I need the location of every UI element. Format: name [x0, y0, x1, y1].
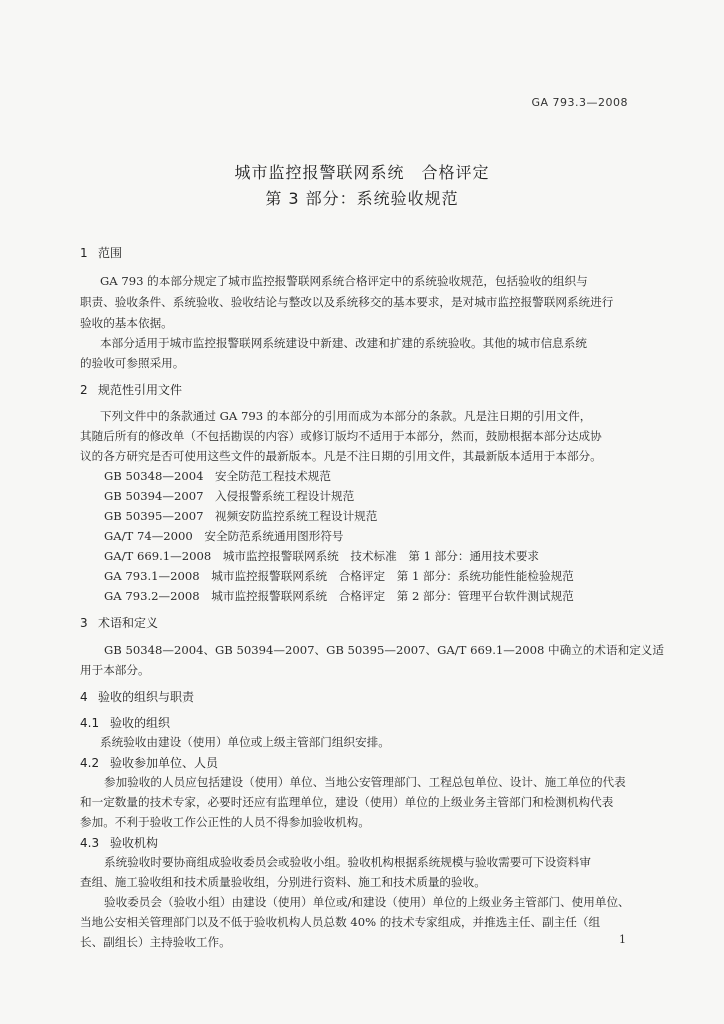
paragraph-line: 和一定数量的技术专家，必要时还应有监理单位，建设（使用）单位的上级业务主管部门和检测机构代表	[80, 795, 614, 809]
section-number: 1	[80, 246, 88, 260]
section-title: 验收的组织与职责	[98, 690, 195, 704]
paragraph-line: 职责、验收条件、系统验收、验收结论与整改以及系统移交的基本要求，是对城市监控报警联网系统进行	[80, 295, 614, 309]
page-number: 1	[619, 933, 626, 946]
reference-item: GA 793.2—2008 城市监控报警联网系统 合格评定 第 2 部分：管理平台软件测试规范	[104, 589, 574, 603]
section-title: 术语和定义	[98, 616, 159, 630]
standard-code: GA 793.3—2008	[531, 96, 628, 109]
paragraph-line: 下列文件中的条款通过 GA 793 的本部分的引用而成为本部分的条款。凡是注日期的引用文件，	[100, 409, 592, 423]
reference-item: GA/T 669.1—2008 城市监控报警联网系统 技术标准 第 1 部分：通用技术要求	[104, 549, 540, 563]
subsection-title: 验收的组织	[110, 716, 171, 730]
section-2-heading	[80, 381, 182, 398]
paragraph-line: 系统验收时要协商组成验收委员会或验收小组。验收机构根据系统规模与验收需要可下设资料审	[104, 855, 591, 869]
section-title: 规范性引用文件	[98, 383, 183, 397]
paragraph-line: 验收的基本依据。	[80, 316, 173, 330]
section-4-heading	[80, 688, 194, 705]
paragraph-line: 系统验收由建设（使用）单位或上级主管部门组织安排。	[100, 735, 390, 749]
reference-item: GB 50395—2007 视频安防监控系统工程设计规范	[104, 509, 378, 523]
paragraph-line: 参加。不利于验收工作公正性的人员不得参加验收机构。	[80, 815, 370, 829]
reference-item: GB 50394—2007 入侵报警系统工程设计规范	[104, 489, 355, 503]
reference-item: GB 50348—2004 安全防范工程技术规范	[104, 469, 331, 483]
subsection-title: 验收参加单位、人员	[110, 756, 219, 770]
document-subtitle: 第 3 部分：系统验收规范	[265, 189, 459, 208]
paragraph-line: GA 793 的本部分规定了城市监控报警联网系统合格评定中的系统验收规范，包括验收的组织与	[100, 274, 588, 288]
paragraph-line: 其随后所有的修改单（不包括勘误的内容）或修订版均不适用于本部分，然而，鼓励根据本部分达成协	[80, 429, 602, 443]
subsection-title: 验收机构	[110, 836, 159, 850]
subsection-number: 4.3	[80, 836, 100, 850]
paragraph-line: 长、副组长）主持验收工作。	[80, 935, 231, 949]
subsection-4-3-heading	[80, 834, 158, 851]
section-number: 3	[80, 616, 88, 630]
paragraph-line: 当地公安相关管理部门以及不低于验收机构人员总数 40% 的技术专家组成，并推选主任、副主任（组	[80, 915, 601, 929]
section-3-heading	[80, 614, 158, 631]
paragraph-line: 本部分适用于城市监控报警联网系统建设中新建、改建和扩建的系统验收。其他的城市信息系统	[100, 336, 587, 350]
section-number: 4	[80, 690, 88, 704]
paragraph-line: 查组、施工验收组和技术质量验收组，分别进行资料、施工和技术质量的验收。	[80, 875, 486, 889]
paragraph-line: 参加验收的人员应包括建设（使用）单位、当地公安管理部门、工程总包单位、设计、施工单位的代表	[104, 775, 626, 789]
reference-item: GA/T 74—2000 安全防范系统通用图形符号	[104, 529, 344, 543]
subsection-4-2-heading	[80, 754, 218, 771]
paragraph-line: GB 50348—2004、GB 50394—2007、GB 50395—2007、GA/T 669.1—2008 中确立的术语和定义适	[104, 643, 664, 657]
subsection-number: 4.1	[80, 716, 100, 730]
reference-item: GA 793.1—2008 城市监控报警联网系统 合格评定 第 1 部分：系统功能性能检验规范	[104, 569, 574, 583]
section-1-heading	[80, 244, 122, 261]
subsection-4-1-heading	[80, 714, 170, 731]
document-title: 城市监控报警联网系统 合格评定	[234, 163, 490, 182]
subsection-number: 4.2	[80, 756, 100, 770]
paragraph-line: 议的各方研究是否可使用这些文件的最新版本。凡是不注日期的引用文件，其最新版本适用于本部分。	[80, 449, 602, 463]
paragraph-line: 用于本部分。	[80, 663, 150, 677]
paragraph-line: 验收委员会（验收小组）由建设（使用）单位或/和建设（使用）单位的上级业务主管部门、使用单位、	[104, 895, 630, 909]
section-number: 2	[80, 383, 88, 397]
paragraph-line: 的验收可参照采用。	[80, 356, 185, 370]
section-title: 范围	[98, 246, 123, 260]
